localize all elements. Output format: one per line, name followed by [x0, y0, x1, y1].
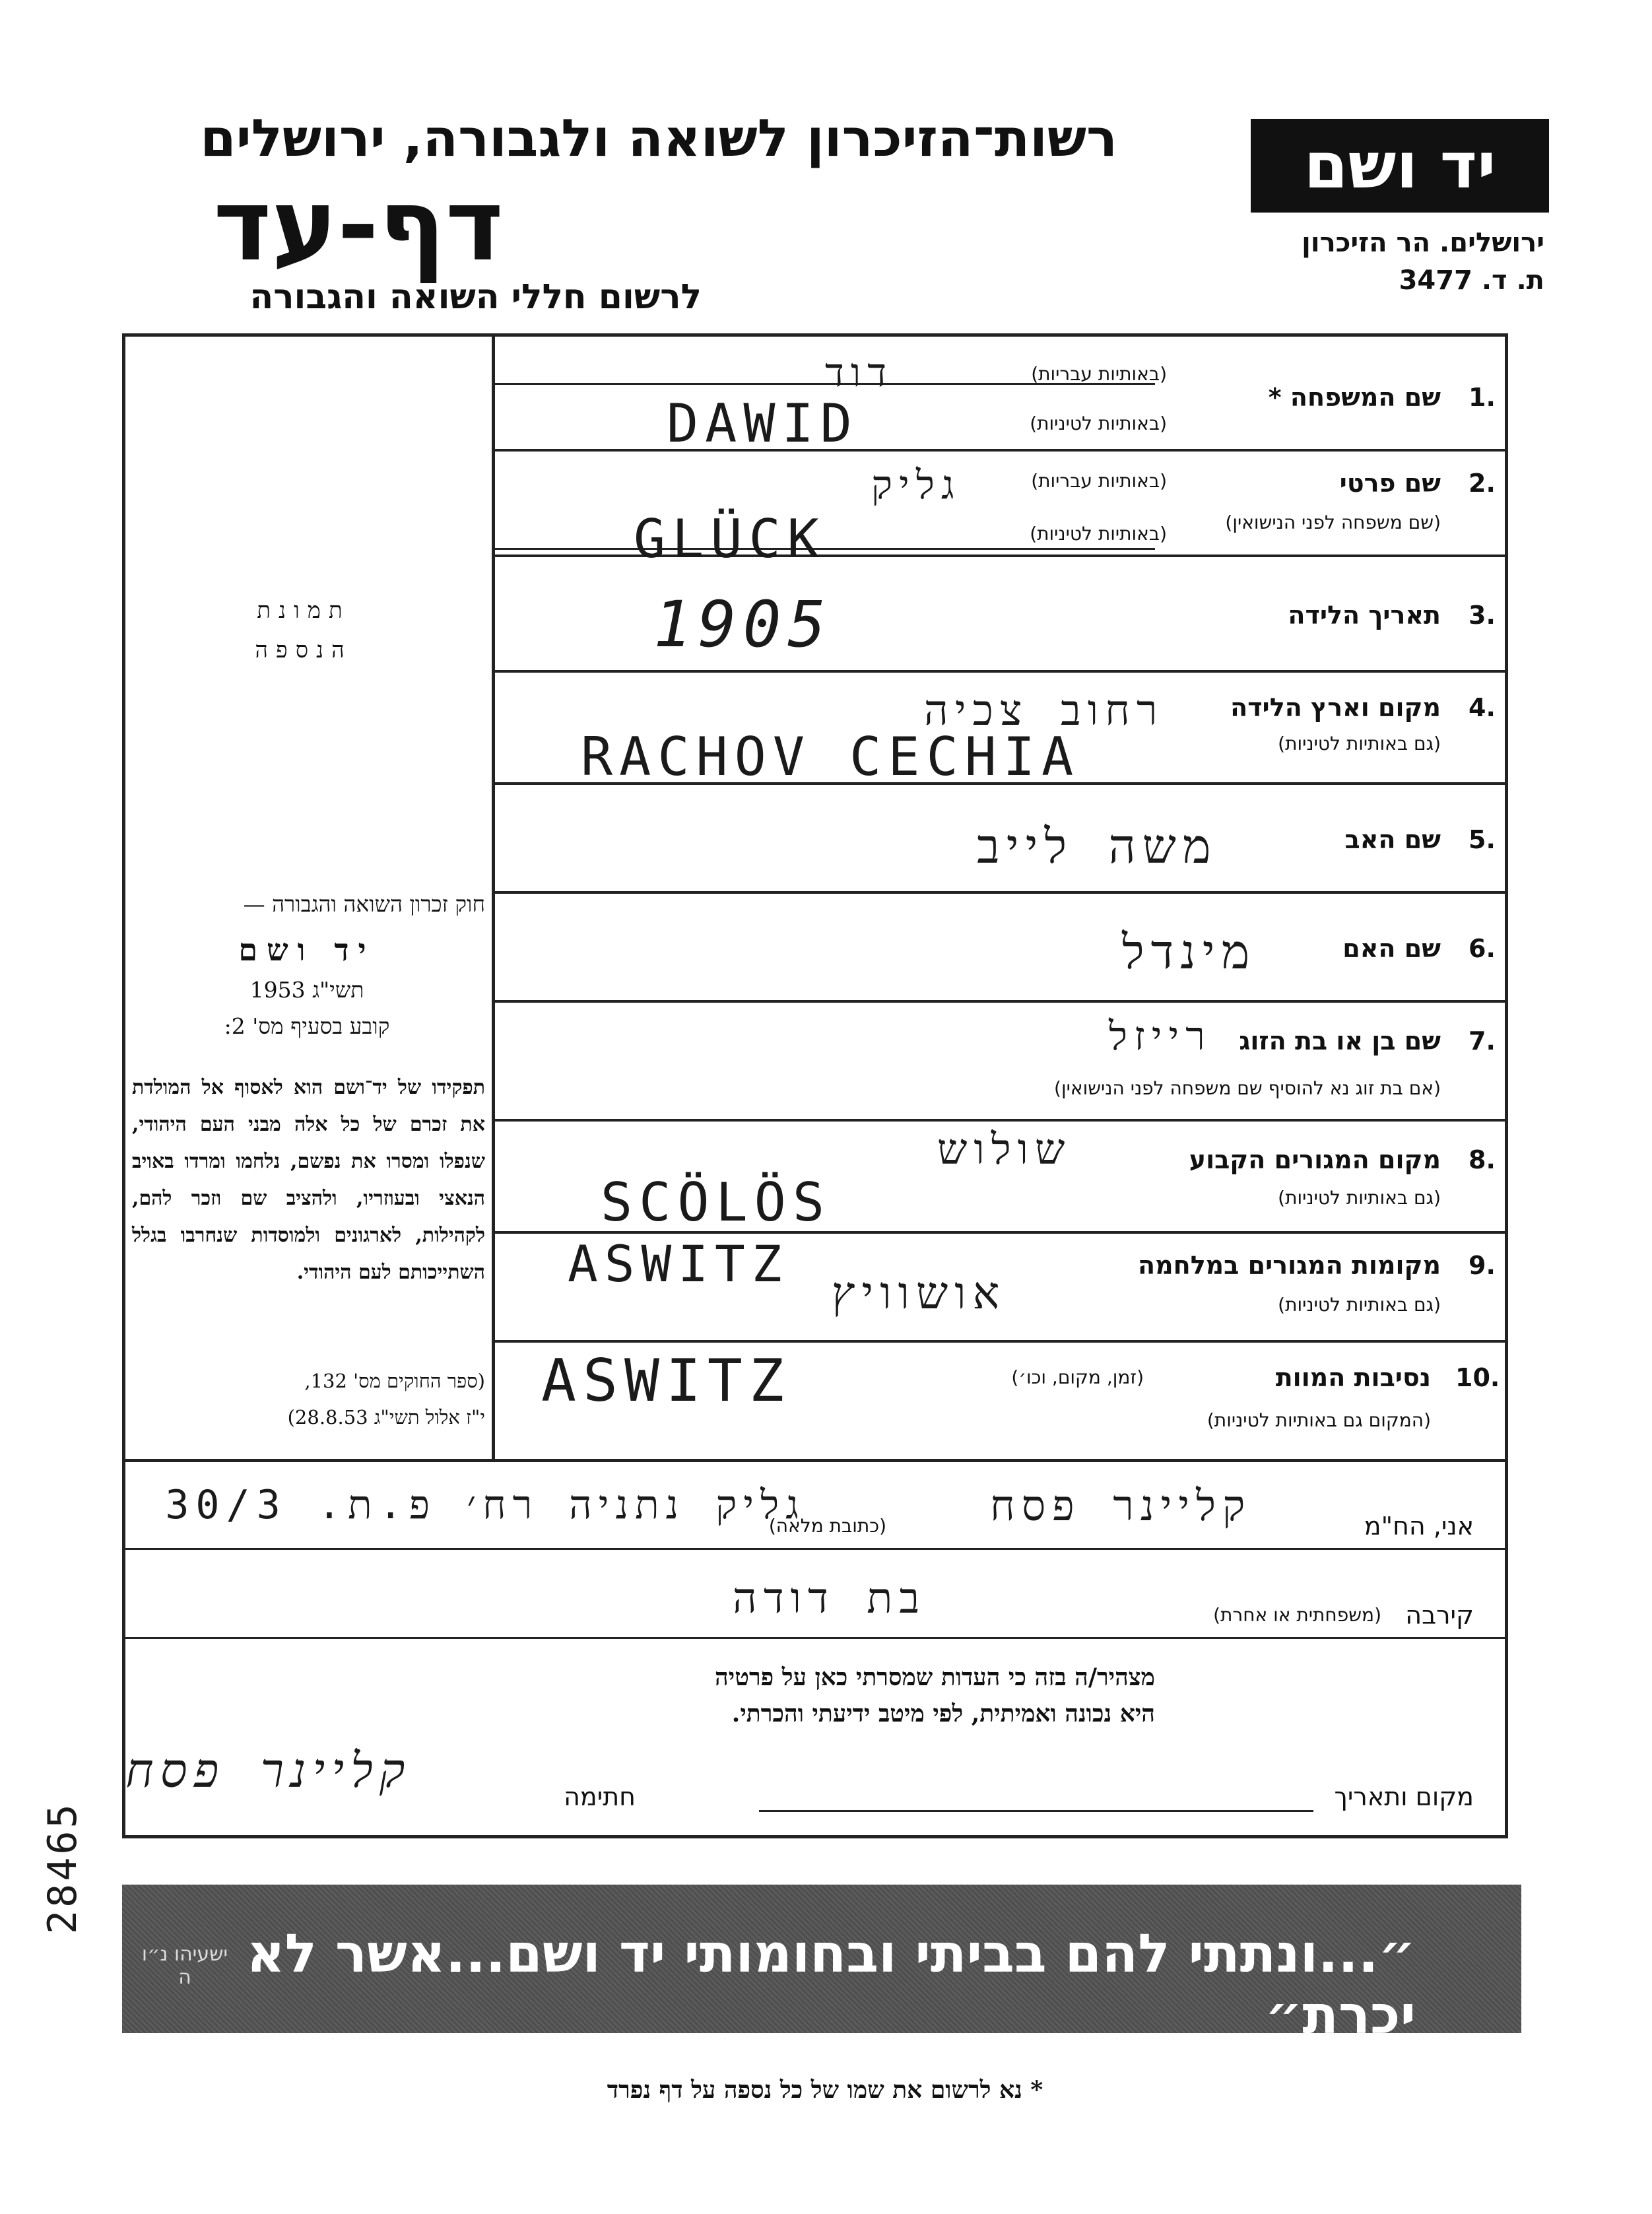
signature-label: חתימה — [564, 1782, 636, 1811]
photo-label-2: הנספה — [255, 637, 352, 663]
mother-name-value[interactable]: מינדל — [1122, 924, 1257, 980]
witness-i-label: אני, הח"מ — [1364, 1512, 1474, 1541]
left-column-divider — [492, 337, 495, 1462]
hint-hebrew-letters: (באותיות עבריות) — [1031, 363, 1167, 385]
field-label-mother-name: שם האם — [1342, 934, 1441, 963]
footer-note: * נא לרשום את שמו של כל נספה על דף נפרד — [607, 2076, 1043, 2104]
kinship-label: קירבה — [1405, 1601, 1474, 1630]
field-number-6: 6. — [1469, 934, 1496, 963]
birth-date-value[interactable]: 1905 — [653, 587, 833, 661]
declaration-line-1: מצהיר/ה בזה כי העדות שמסרתי כאן על פרטיה — [715, 1663, 1155, 1691]
law-section: קובע בסעיף מס' 2: — [224, 1013, 390, 1039]
spouse-name-note: (אם בת זוג נא להוסיף שם משפחה לפני הנישואין) — [1054, 1077, 1441, 1099]
wartime-residence-note: (גם באותיות לטיניות) — [1278, 1294, 1441, 1316]
authority-title: רשות־הזיכרון לשואה ולגבורה, ירושלים — [200, 109, 1117, 168]
field-label-surname: שם המשפחה * — [1268, 383, 1441, 412]
hint-latin-letters: (באותיות לטיניות) — [1030, 523, 1167, 545]
birth-place-hebrew-value[interactable]: רחוב צכיה — [924, 687, 1164, 735]
field-label-birth-date: תאריך הלידה — [1288, 601, 1441, 630]
birth-place-latin-value[interactable]: RACHOV CECHIA — [581, 726, 1080, 788]
first-name-latin-value[interactable]: GLÜCK — [634, 508, 826, 570]
birth-place-note: (גם באותיות לטיניות) — [1278, 733, 1441, 755]
father-name-value[interactable]: משה לייב — [977, 819, 1218, 874]
row-line — [122, 1548, 1508, 1550]
residence-note: (גם באותיות לטיניות) — [1278, 1187, 1441, 1209]
death-circumstances-value[interactable]: ASWITZ — [541, 1347, 791, 1415]
field-label-wartime-residence: מקומות המגורים במלחמה — [1137, 1251, 1441, 1280]
row-line — [495, 1119, 1505, 1122]
surname-hebrew-value[interactable]: דוד — [825, 350, 894, 396]
wartime-residence-hebrew-value[interactable]: אושוויץ — [832, 1267, 1007, 1320]
wartime-residence-latin-value[interactable]: ASWITZ — [568, 1234, 789, 1293]
quote-banner — [122, 1885, 1521, 2046]
row-line — [122, 1459, 1508, 1462]
field-number-8: 8. — [1469, 1145, 1496, 1174]
hint-hebrew-letters: (באותיות עבריות) — [1031, 470, 1167, 492]
field-label-death-circumstances: נסיבות המוות — [1275, 1363, 1431, 1392]
field-number-2: 2. — [1469, 469, 1496, 498]
field-number-7: 7. — [1469, 1026, 1496, 1056]
death-circumstances-note: (המקום גם באותיות לטיניות) — [1206, 1409, 1431, 1431]
death-circumstances-hint: (זמן, מקום, וכו׳) — [1011, 1366, 1144, 1388]
field-label-birth-place: מקום וארץ הלידה — [1230, 693, 1441, 722]
field-number-4: 4. — [1469, 693, 1496, 722]
residence-latin-value[interactable]: SCÖLÖS — [601, 1172, 831, 1233]
signature-value[interactable]: קליינר פסח — [125, 1743, 412, 1798]
law-year: תשי"ג 1953 — [249, 977, 364, 1003]
witness-address-value[interactable]: גליק נתניה רח׳ פ.ת. 30/3 — [165, 1482, 805, 1528]
form-title: דף-עד — [213, 168, 504, 283]
kinship-hint: (משפחתית או אחרת) — [1213, 1604, 1381, 1626]
row-line — [495, 670, 1505, 673]
first-name-note: (שם משפחה לפני הנישואין) — [1225, 512, 1441, 533]
residence-hebrew-value[interactable]: שולוש — [937, 1125, 1072, 1174]
declaration-line-2: היא נכונה ואמיתית, לפי מיטב ידיעתי והכרתי. — [731, 1700, 1155, 1728]
row-line — [495, 1000, 1505, 1003]
logo-text: יד ושם — [1304, 129, 1496, 203]
row-line — [495, 891, 1505, 894]
law-ref-1: (ספר החוקים מס' 132, — [304, 1370, 485, 1392]
surname-latin-value[interactable]: DAWID — [667, 393, 859, 454]
form-subtitle: לרשום חללי השואה והגבורה — [249, 277, 702, 317]
archive-number: 28465 — [40, 1801, 86, 1934]
witness-name-value[interactable]: קליינר פסח — [990, 1482, 1252, 1531]
field-label-residence: מקום המגורים הקבוע — [1189, 1145, 1441, 1174]
field-label-father-name: שם האב — [1344, 825, 1441, 854]
place-date-label: מקום ותאריך — [1334, 1782, 1474, 1811]
first-name-hebrew-value[interactable]: גליק — [871, 462, 961, 508]
kinship-value[interactable]: בת דודה — [733, 1574, 927, 1623]
law-ref-2: י"ז אלול תשי"ג 28.8.53) — [287, 1406, 485, 1428]
photo-label-1: תמונת — [257, 597, 350, 624]
field-label-spouse-name: שם בן או בת הזוג — [1239, 1026, 1441, 1056]
banner-quote: ״...ונתתי להם בביתי ובחומותי יד ושם...אשר לא יכרת״ — [246, 1923, 1416, 2046]
address-line-2: ת. ד. 3477 — [1399, 265, 1544, 296]
field-number-5: 5. — [1469, 825, 1496, 854]
row-line — [495, 449, 1505, 452]
row-line — [495, 1340, 1505, 1343]
field-number-10: 10. — [1455, 1363, 1500, 1392]
law-text: תפקידו של יד־ושם הוא לאסוף אל המולדת את זכרם של כל אלה מבני העם היהודי, שנפלו ומסרו את נפשם, נלחמו ומרדו באויב הנאצי ובעוזריו, ולהציב שם וזכר להם, לקהילות, לארגונים ולמוסדות שנחרבו בגלל השתייכותם לעם היהודי. — [132, 1076, 485, 1284]
field-label-first-name: שם פרטי — [1339, 469, 1441, 498]
hint-latin-letters: (באותיות לטיניות) — [1030, 413, 1167, 434]
row-line — [122, 1637, 1508, 1639]
witness-address-label: (כתובת מלאה) — [768, 1515, 886, 1537]
spouse-name-value[interactable]: רייזל — [1109, 1013, 1212, 1059]
banner-source: ישעיהו נ״ו ה — [141, 1943, 228, 1989]
yad-vashem-logo — [1251, 119, 1549, 213]
law-name: יד ושם — [238, 932, 376, 968]
field-number-1: 1. — [1469, 383, 1496, 412]
field-number-9: 9. — [1469, 1251, 1496, 1280]
law-title: חוק זכרון השואה והגבורה — — [243, 891, 485, 917]
field-number-3: 3. — [1469, 601, 1496, 630]
address-line-1: ירושלים. הר הזיכרון — [1302, 228, 1544, 258]
signature-line — [759, 1810, 1313, 1812]
